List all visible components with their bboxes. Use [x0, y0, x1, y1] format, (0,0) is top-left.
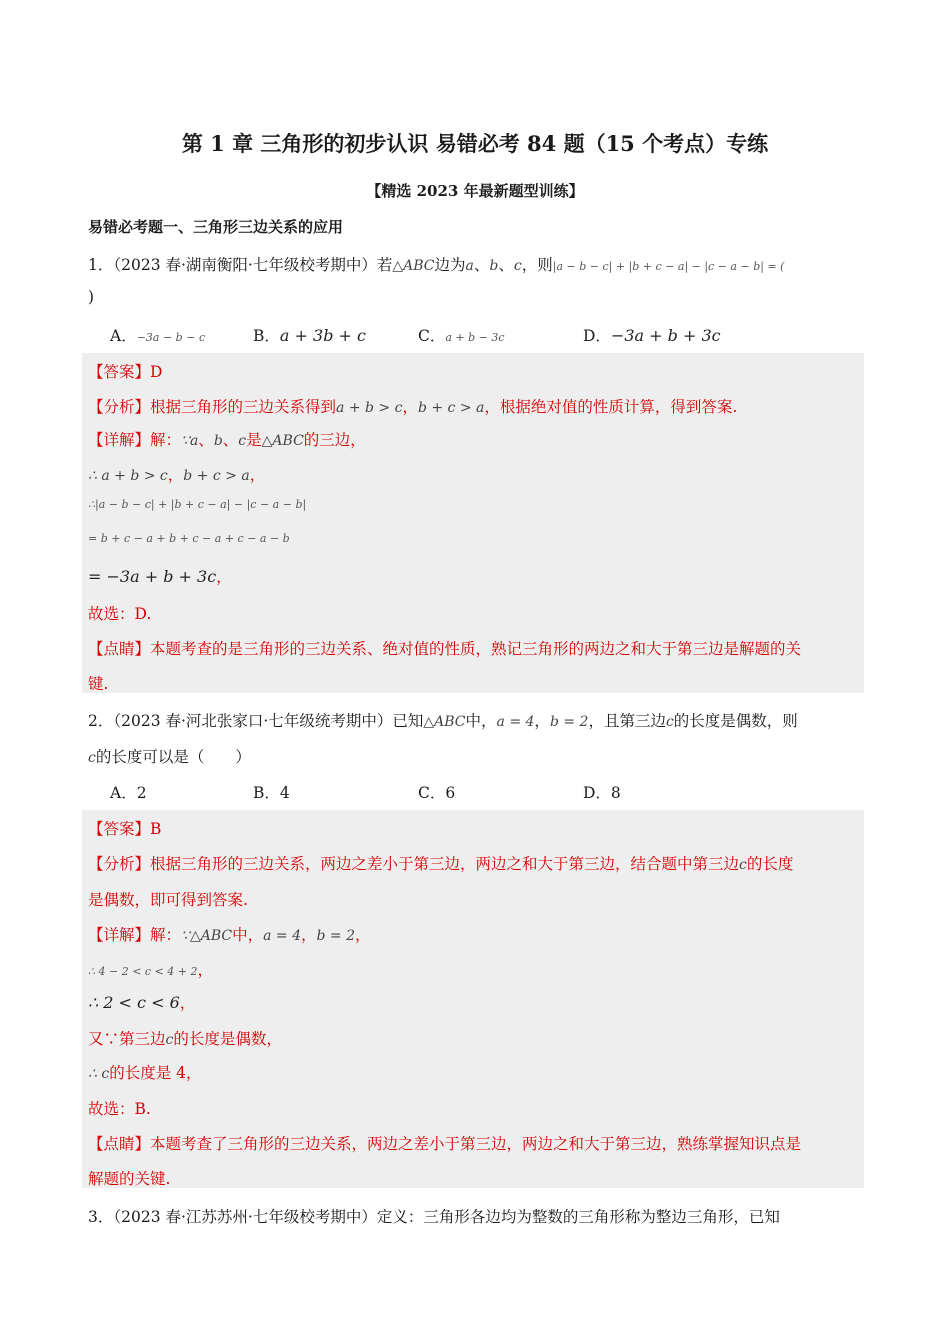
q1-stem: 1．（2023 春·湖南衡阳·七年级校考期中）若△ABC边为a、b、c，则|a − b − c| + |b + c − a| − |c − a − b| = ( — [88, 256, 785, 274]
q2-stem: 2．（2023 春·河北张家口·七年级统考期中）已知△ABC中，a = 4，b = 2，且第三边c的长度是偶数，则 — [88, 712, 798, 730]
q2-answer: 【答案】B — [88, 820, 162, 838]
q1-step-3: = b + c − a + b + c − a + c − a − b — [88, 532, 290, 545]
q3-stem: 3．（2023 春·江苏苏州·七年级校考期中）定义：三角形各边均为整数的三角形称为整边三角形，已知 — [88, 1208, 780, 1226]
q2-comment: 【点睛】本题考查了三角形的三边关系，两边之差小于第三边，两边之和大于第三边，熟练掌握知识点是 — [88, 1135, 802, 1153]
q2-option-d: D．8 — [583, 784, 621, 802]
q2-step-2: ∴ 2 < c < 6， — [88, 993, 196, 1012]
section-heading: 易错必考题一、三角形三边关系的应用 — [88, 218, 344, 236]
q2-step-1: ∴ 4 − 2 < c < 4 + 2， — [88, 961, 214, 979]
q2-detail: 【详解】解：∵△ABC中，a = 4，b = 2， — [88, 926, 371, 944]
q2-option-c: C．6 — [418, 784, 456, 802]
page-title: 第 1 章 三角形的初步认识 易错必考 84 题（15 个考点）专练 — [181, 131, 769, 156]
q2-step-4: ∴ c的长度是 4， — [88, 1064, 202, 1082]
q1-answer: 【答案】D — [88, 363, 163, 381]
q1-choose: 故选：D. — [88, 605, 152, 623]
q1-stem-close: ) — [88, 288, 95, 306]
q1-option-d: D．−3a + b + 3c — [583, 326, 721, 345]
q1-option-a: A．−3a − b − c — [110, 327, 206, 345]
q1-option-b: B．a + 3b + c — [253, 326, 366, 345]
q1-comment-cont: 键. — [88, 675, 109, 693]
q1-option-c: C．a + b − 3c — [418, 327, 505, 345]
q2-analysis-cont: 是偶数，即可得到答案. — [88, 891, 248, 909]
q1-step-4: = −3a + b + 3c， — [88, 567, 232, 586]
q2-step-3: 又∵第三边c的长度是偶数， — [88, 1030, 282, 1048]
q1-step-2: ∴|a − b − c| + |b + c − a| − |c − a − b| — [88, 498, 307, 511]
q2-option-b: B．4 — [253, 784, 290, 802]
q2-comment-cont: 解题的关键. — [88, 1170, 171, 1188]
q1-analysis: 【分析】根据三角形的三边关系得到a + b > c，b + c > a，根据绝对值的性质计算，得到答案. — [88, 398, 738, 416]
q2-analysis: 【分析】根据三角形的三边关系，两边之差小于第三边，两边之和大于第三边，结合题中第三边c的长度 — [88, 855, 794, 873]
q1-step-1: ∴ a + b > c，b + c > a， — [88, 466, 266, 484]
page-subtitle: 【精选 2023 年最新题型训练】 — [366, 182, 584, 200]
q1-comment: 【点睛】本题考查的是三角形的三边关系、绝对值的性质，熟记三角形的两边之和大于第三边是解题的关 — [88, 640, 802, 658]
q2-stem-cont: c的长度可以是（ ） — [88, 748, 251, 766]
q1-detail: 【详解】解：∵a、b、c是△ABC的三边， — [88, 431, 366, 449]
q2-choose: 故选：B. — [88, 1100, 151, 1118]
q2-option-a: A．2 — [110, 784, 147, 802]
